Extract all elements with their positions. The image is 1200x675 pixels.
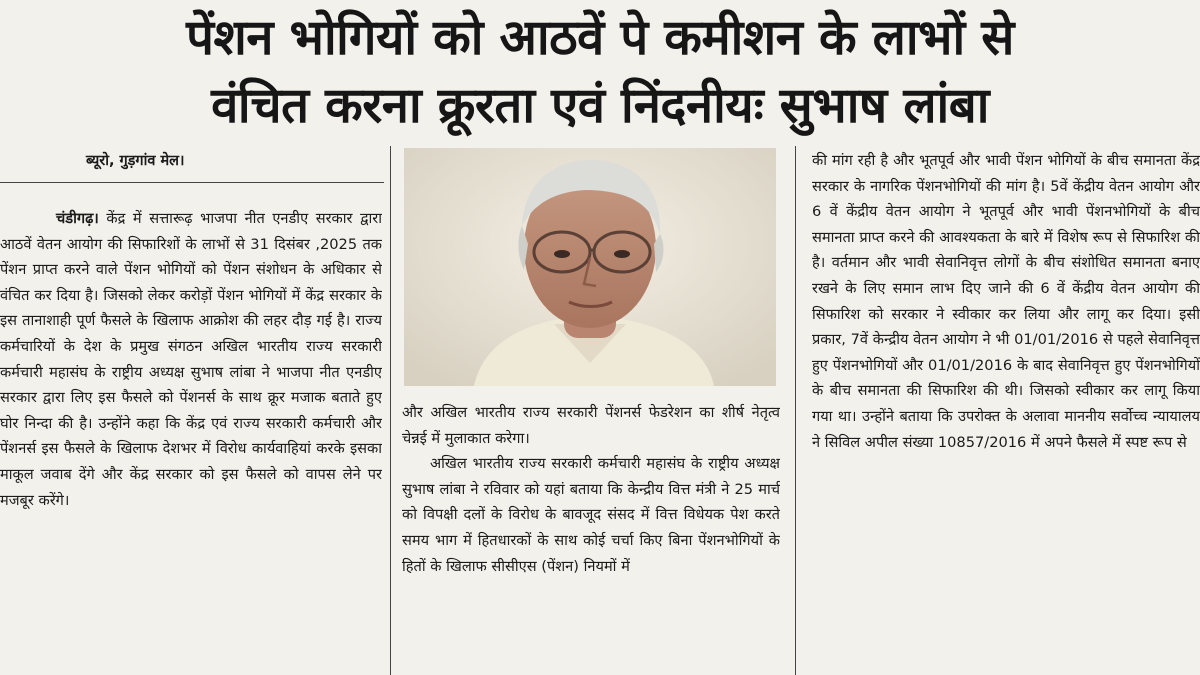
article-text-middle-2: अखिल भारतीय राज्य सरकारी कर्मचारी महासंघ के राष्ट्रीय अध्यक्ष सुभाष लांबा ने रविवार को यहां बताया कि केन्द्रीय वित्त मंत्री ने 25 मार्च को विपक्षी दलों के विरोध के बावजूद संसद में वित्त विधेयक पेश करते समय भाग में हितधारकों के साथ कोई चर्चा किए बिना पेंशनभोगियों के हितों के खिलाफ सीसीएस (पेंशन) नियमों में	[402, 455, 780, 575]
headline	[0, 4, 1200, 140]
person-portrait-icon	[404, 148, 776, 386]
article-column-right	[812, 148, 1200, 675]
dateline: चंडीगढ़।	[56, 210, 99, 227]
article-column-middle	[402, 400, 780, 675]
article-text-middle-1: और अखिल भारतीय राज्य सरकारी पेंशनर्स फेडरेशन का शीर्ष नेतृत्व चेन्नई में मुलाकात करेगा।	[402, 404, 780, 447]
headline-line-1: पेंशन भोगियों को आठवें पे कमीशन के लाभों से	[186, 9, 1014, 66]
article-column-left	[0, 206, 382, 675]
headline-line-2: वंचित करना क्रूरता एवं निंदनीयः सुभाष लांबा	[211, 77, 989, 134]
byline: ब्यूरो, गुड़गांव मेल।	[86, 153, 185, 169]
column-divider-2	[795, 146, 796, 675]
portrait-photo	[404, 148, 776, 386]
column-divider-1	[390, 146, 391, 675]
byline-divider	[0, 182, 384, 183]
article-text-left: केंद्र में सत्तारूढ़ भाजपा नीत एनडीए सरकार द्वारा आठवें वेतन आयोग की सिफारिशों के लाभों से 31 दिसंबर ,2025 तक पेंशन प्राप्त करने वाले पेंशन भोगियों को पेंशन संशोधन के अधिकार से वंचित कर दिया है। जिसको लेकर करोड़ों पेंशन भोगियों में केंद्र सरकार के इस तानाशाही पूर्ण फैसले के खिलाफ आक्रोश की लहर दौड़ गई है। राज्य कर्मचारियों के देश के प्रमुख संगठन अखिल भारतीय राज्य सरकारी कर्मचारी महासंघ के राष्ट्रीय अध्यक्ष सुभाष लांबा ने भाजपा नीत एनडीए सरकार द्वारा लिए इस फैसले को पेंशनर्स के साथ क्रूर मजाक बताते हुए घोर निन्दा की है। उन्होंने कहा कि केंद्र एवं राज्य सरकारी कर्मचारी और पेंशनर्स इस फैसले के खिलाफ देशभर में विरोध कार्यवाहियां करके इसका माकूल जवाब देंगे और केंद्र सरकार को इस फैसले को वापस लेने पर मजबूर करेंगे।	[0, 210, 382, 509]
article-text-right: की मांग रही है और भूतपूर्व और भावी पेंशन भोगियों के बीच समानता केंद्र सरकार के नागरिक पेंशनभोगियों की मांग है। 5वें केंद्रीय वेतन आयोग और 6 वें केंद्रीय वेतन आयोग ने भूतपूर्व और भावी पेंशनभोगियों के बीच समानता प्राप्त करने की आवश्यकता के बारे में विशेष रूप से सिफारिश की है। वर्तमान और भावी सेवानिवृत्त लोगों के बीच संशोधित समानता बनाए रखने के लिए समान लाभ दिए जाने की 6 वें केंद्रीय वेतन आयोग की सिफारिश को सरकार ने स्वीकार कर लिया और लागू कर दिया। इसी प्रकार, 7वें केन्द्रीय वेतन आयोग ने भी 01/01/2016 से पहले सेवानिवृत्त हुए पेंशनभोगियों और 01/01/2016 के बाद सेवानिवृत्त हुए पेंशनभोगियों के बीच समानता की सिफारिश की थी। जिसको स्वीकार कर लागू किया गया था। उन्होंने बताया कि उपरोक्त के अलावा माननीय सर्वोच्च न्यायालय ने सिविल अपील संख्या 10857/2016 में अपने फैसले में स्पष्ट रूप से	[812, 152, 1200, 451]
